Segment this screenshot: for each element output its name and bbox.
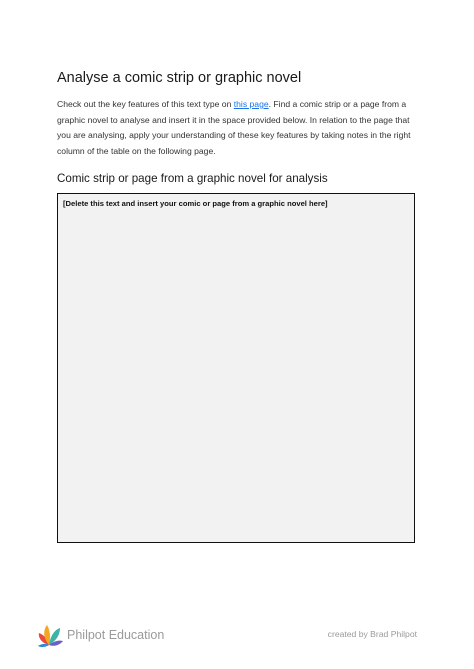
philpot-leaf-logo-icon xyxy=(36,622,64,648)
page-title: Analyse a comic strip or graphic novel xyxy=(57,70,302,86)
intro-paragraph xyxy=(57,97,419,159)
intro-text-end: . Find a comic strip or a page from a graphic novel to analyse and insert it in the space provided below. In relation to the page that you are analysing, apply your understanding of these key features by taking notes in the right column of the table on the following page. xyxy=(57,99,411,156)
section-heading: Comic strip or page from a graphic novel for analysis xyxy=(57,172,328,185)
this-page-link[interactable]: this page xyxy=(233,99,269,109)
insert-placeholder-text[interactable]: [Delete this text and insert your comic or page from a graphic novel here] xyxy=(63,199,328,208)
brand-name: Philpot Education xyxy=(67,628,165,642)
intro-text-start: Check out the key features of this text type on xyxy=(57,99,234,109)
author-credit: created by Brad Philpot xyxy=(327,629,417,639)
comic-insert-area[interactable] xyxy=(57,193,415,543)
footer-brand xyxy=(36,622,164,648)
